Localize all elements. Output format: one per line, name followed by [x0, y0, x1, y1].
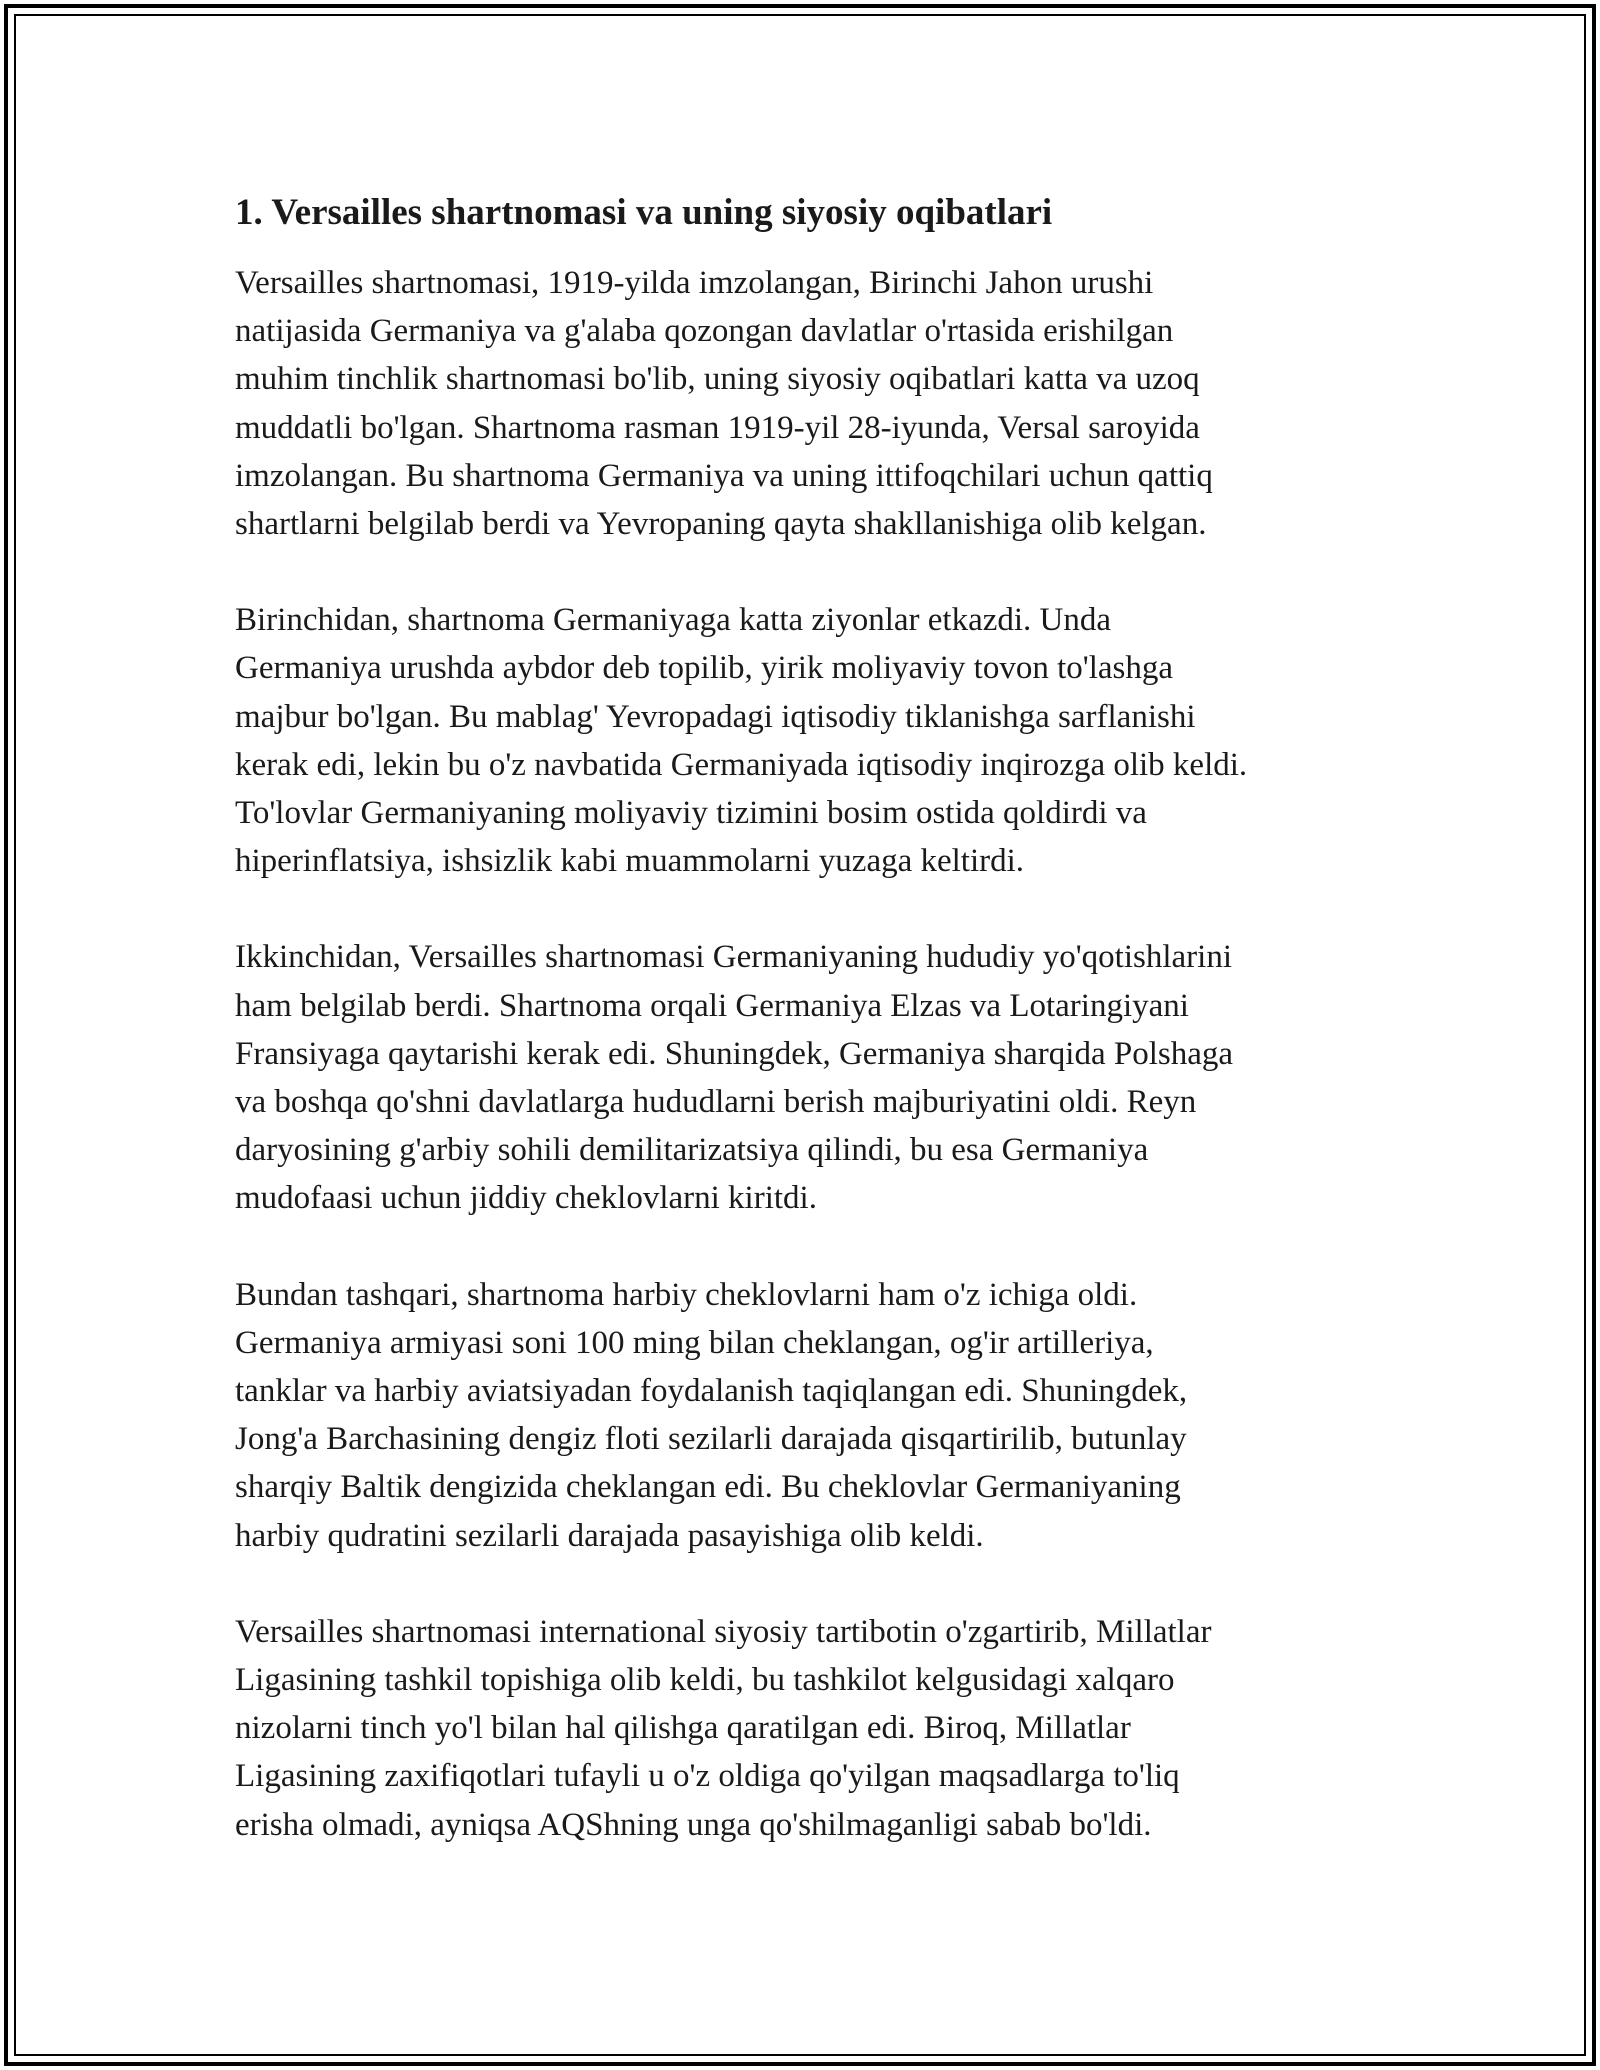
document-page — [235, 185, 1395, 1897]
text-line: nizolarni tinch yo'l bilan hal qilishga qaratilgan edi. Biroq, Millatlar — [235, 1710, 1131, 1747]
text-line: Ikkinchidan, Versailles shartnomasi Germaniyaning hududiy yo'qotishlarini — [235, 939, 1232, 976]
paragraph-4 — [235, 1271, 1395, 1560]
text-line: muddatli bo'lgan. Shartnoma rasman 1919-yil 28-iyunda, Versal saroyida — [235, 409, 1200, 446]
text-line: To'lovlar Germaniyaning moliyaviy tizimini bosim ostida qoldirdi va — [235, 795, 1147, 832]
text-line: Versailles shartnomasi, 1919-yilda imzolangan, Birinchi Jahon urushi — [235, 265, 1154, 301]
text-line: Jong'a Barchasining dengiz floti sezilarli darajada qisqartirilib, butunlay — [235, 1421, 1187, 1458]
text-line: va boshqa qo'shni davlatlarga hududlarni berish majburiyatini oldi. Reyn — [235, 1084, 1197, 1121]
text-line: Bundan tashqari, shartnoma harbiy cheklovlarni ham o'z ichiga oldi. — [235, 1276, 1138, 1313]
text-line: Germaniya armiyasi soni 100 ming bilan cheklangan, og'ir artilleriya, — [235, 1324, 1154, 1361]
text-line: hiperinflatsiya, ishsizlik kabi muammolarni yuzaga keltirdi. — [235, 843, 1025, 880]
paragraph-3 — [235, 933, 1395, 1222]
text-line: Germaniya urushda aybdor deb topilib, yirik moliyaviy tovon to'lashga — [235, 650, 1174, 687]
text-line: erisha olmadi, ayniqsa AQShning unga qo'shilmaganligi sabab bo'ldi. — [235, 1806, 1152, 1843]
body-paragraphs — [235, 259, 1395, 1849]
text-line: Ligasining tashkil topishiga olib keldi, bu tashkilot kelgusidagi xalqaro — [235, 1662, 1175, 1699]
paragraph-5 — [235, 1608, 1395, 1849]
text-line: kerak edi, lekin bu o'z navbatida Germaniyada iqtisodiy inqirozga olib keldi. — [235, 746, 1248, 783]
text-line: harbiy qudratini sezilarli darajada pasayishiga olib keldi. — [235, 1517, 984, 1554]
text-line: mudofaasi uchun jiddiy cheklovlarni kiritdi. — [235, 1180, 817, 1217]
text-line: muhim tinchlik shartnomasi bo'lib, uning siyosiy oqibatlari katta va uzoq — [235, 361, 1200, 398]
text-line: natijasida Germaniya va g'alaba qozongan davlatlar o'rtasida erishilgan — [235, 313, 1174, 350]
text-line: shartlarni belgilab berdi va Yevropaning qayta shakllanishiga olib kelgan. — [235, 506, 1207, 543]
text-line: Fransiyaga qaytarishi kerak edi. Shuningdek, Germaniya sharqida Polshaga — [235, 1035, 1233, 1072]
text-line: Versailles shartnomasi international siyosiy tartibotin o'zgartirib, Millatlar — [235, 1613, 1212, 1650]
text-line: sharqiy Baltik dengizida cheklangan edi. Bu cheklovlar Germaniyaning — [235, 1469, 1181, 1506]
text-line: daryosining g'arbiy sohili demilitarizatsiya qilindi, bu esa Germaniya — [235, 1132, 1149, 1169]
text-line: Ligasining zaxifiqotlari tufayli u o'z oldiga qo'yilgan maqsadlarga to'liq — [235, 1758, 1180, 1795]
text-line: majbur bo'lgan. Bu mablag' Yevropadagi iqtisodiy tiklanishga sarflanishi — [235, 698, 1196, 735]
paragraph-2 — [235, 596, 1395, 885]
section-title: 1. Versailles shartnomasi va uning siyosiy oqibatlari — [235, 192, 1053, 233]
paragraph-1 — [235, 259, 1395, 548]
text-line: ham belgilab berdi. Shartnoma orqali Germaniya Elzas va Lotaringiyani — [235, 987, 1189, 1024]
text-line: tanklar va harbiy aviatsiyadan foydalanish taqiqlangan edi. Shuningdek, — [235, 1373, 1188, 1410]
text-line: Birinchidan, shartnoma Germaniyaga katta ziyonlar etkazdi. Unda — [235, 602, 1112, 639]
text-line: imzolangan. Bu shartnoma Germaniya va uning ittifoqchilari uchun qattiq — [235, 457, 1213, 494]
